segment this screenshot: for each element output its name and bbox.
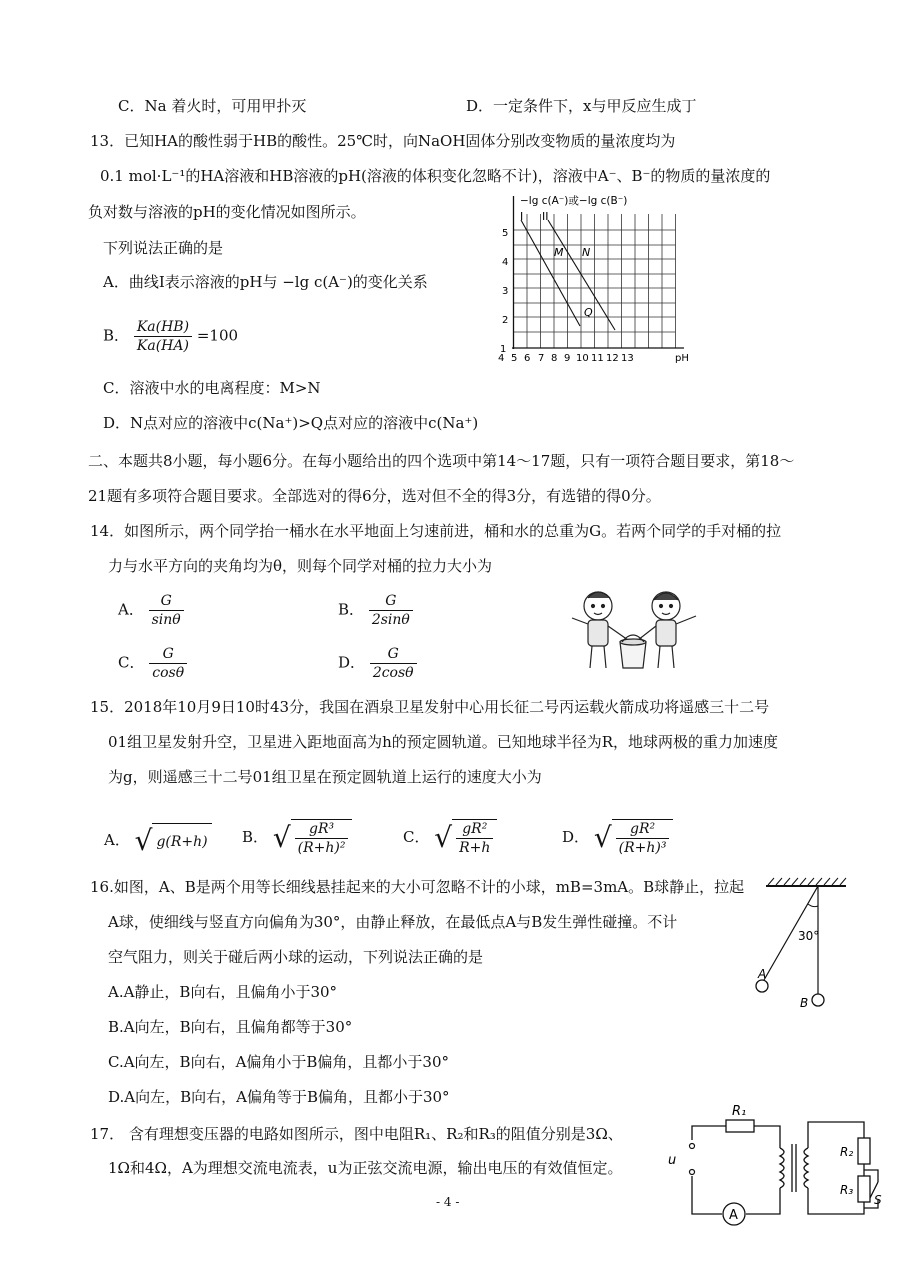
q15-b-label: B． (242, 828, 269, 846)
ytick-2: 2 (502, 315, 509, 326)
q14-a-denominator: sinθ (151, 612, 181, 628)
xtick-12: 12 (606, 353, 619, 364)
q16-ceiling-hatching (768, 878, 846, 885)
ytick-5: 5 (502, 228, 509, 239)
q15-b-denominator: (R+h)² (297, 840, 346, 856)
q15-option-a (104, 822, 212, 858)
q15-d-numerator: gR² (616, 820, 670, 839)
q15-c-label: C． (403, 828, 430, 846)
xtick-13: 13 (621, 353, 634, 364)
q17-switch-label: S (874, 1193, 882, 1207)
q14-b-numerator: G (369, 592, 413, 611)
q13-point-n: N (582, 246, 591, 259)
q16-ball-b (812, 994, 824, 1006)
q14-option-a (118, 592, 184, 629)
q13-chart-grid (514, 214, 676, 348)
q17-wire-bottom-left (692, 1176, 722, 1214)
q17-wire-bottom-right (746, 1188, 780, 1214)
q14-option-d (338, 645, 417, 682)
q13-curve-1 (521, 220, 580, 326)
q14-stem-line1: 14．如图所示，两个同学抬一桶水在水平地面上匀速前进，桶和水的总重为G。若两个同学的手对桶的拉 (90, 522, 782, 540)
q13-option-a: A．曲线Ⅰ表示溶液的pH与 −lg c(A⁻)的变化关系 (103, 273, 428, 291)
q13-stem-line1: 13．已知HA的酸性弱于HB的酸性。25℃时，向NaOH固体分别改变物质的量浓度均为 (90, 132, 676, 150)
xtick-7: 7 (538, 353, 545, 364)
q13-curve-1-label: I (520, 210, 524, 223)
page-number: - 4 - (436, 1195, 460, 1209)
q13-curve-2 (548, 220, 615, 330)
q17-wire-top-right (754, 1126, 780, 1148)
q14-b-label: B． (338, 600, 365, 619)
q13-chart-xlabel: pH (675, 353, 689, 364)
q12-option-d: D．一定条件下，x与甲反应生成丁 (466, 97, 697, 115)
q12-option-c: C．Na 着火时，可用甲扑灭 (118, 97, 307, 115)
q17-resistor-r3 (858, 1176, 870, 1202)
xtick-9: 9 (564, 353, 571, 364)
q17-source-label: u (668, 1153, 677, 1168)
q13-b-denominator: Ka(HA) (136, 338, 189, 354)
q15-c-radical-icon: √ (434, 821, 453, 854)
xtick-6: 6 (524, 353, 531, 364)
q15-a-label: A． (104, 831, 130, 849)
q13-chart (494, 190, 700, 370)
q17-stem-line2: 1Ω和4Ω，A为理想交流电流表，u为正弦交流电源，输出电压的有效值恒定。 (108, 1159, 623, 1177)
q14-d-label: D． (338, 653, 366, 672)
q13-option-b-label: B． (103, 326, 130, 345)
q15-a-radical-icon: √ (134, 824, 153, 857)
q13-chart-ylabel: −lg c(A⁻)或−lg c(B⁻) (520, 195, 628, 207)
q13-b-rhs: =100 (196, 326, 239, 345)
q13-point-m: M (554, 246, 564, 259)
q15-option-c (403, 812, 497, 862)
q15-c-denominator: R+h (459, 840, 491, 856)
q17-primary-coil (780, 1148, 784, 1188)
q15-a-radicand: g(R+h) (152, 823, 211, 860)
q17-secondary-wire-top (808, 1122, 864, 1148)
q17-r2-label: R₂ (840, 1145, 854, 1159)
q17-secondary-coil (804, 1148, 808, 1188)
q13-curve-2-label: II (542, 210, 549, 223)
q15-stem-line3: 为g，则遥感三十二号01组卫星在预定圆轨道上运行的速度大小为 (108, 768, 542, 786)
q17-resistor-r2 (858, 1138, 870, 1164)
q15-d-label: D． (562, 828, 590, 846)
q17-ammeter-label: A (729, 1208, 738, 1223)
q16-pendulum-figure (750, 874, 855, 1014)
q16-ball-a (756, 980, 768, 992)
section2-intro-line2: 21题有多项符合题目要求。全部选对的得6分，选对但不全的得3分，有选错的得0分。 (88, 487, 661, 505)
q17-secondary-wire-bottom (808, 1188, 864, 1214)
ytick-3: 3 (502, 286, 509, 297)
q13-option-d: D．N点对应的溶液中c(Na⁺)>Q点对应的溶液中c(Na⁺) (103, 414, 479, 432)
xtick-4: 4 (498, 353, 505, 364)
q17-resistor-r1 (726, 1120, 754, 1132)
q17-transformer-circuit (664, 1102, 886, 1232)
q17-stem-line1: 17． 含有理想变压器的电路如图所示，图中电阻R₁、R₂和R₃的阻值分别是3Ω、 (90, 1125, 623, 1143)
q13-option-b-fraction (134, 318, 192, 355)
xtick-11: 11 (591, 353, 604, 364)
q13-option-b (103, 318, 238, 355)
q14-a-label: A． (118, 600, 144, 619)
q16-ball-a-label: A (758, 967, 767, 981)
q14-c-denominator: cosθ (152, 665, 185, 681)
q15-b-radical-icon: √ (272, 821, 291, 854)
q14-carrying-bucket-illustration (566, 588, 704, 674)
q16-stem-line1: 16.如图，A、B是两个用等长细线悬挂起来的大小可忽略不计的小球，mB=3mA。B球静止，拉起 (90, 878, 745, 896)
q13-point-q: Q (584, 306, 593, 319)
q17-source-terminal-bottom (690, 1170, 695, 1175)
q15-d-radical-icon: √ (593, 821, 612, 854)
q17-source-terminal-top (690, 1144, 695, 1149)
xtick-8: 8 (551, 353, 558, 364)
xtick-5: 5 (511, 353, 518, 364)
q14-b-denominator: 2sinθ (371, 612, 410, 628)
ytick-1: 1 (500, 344, 507, 355)
q17-r1-label: R₁ (732, 1104, 747, 1119)
q15-b-numerator: gR³ (295, 820, 349, 839)
q15-stem-line2: 01组卫星发射升空，卫星进入距地面高为h的预定圆轨道。已知地球半径为R，地球两极的重力加速度 (108, 733, 779, 751)
q14-c-numerator: G (149, 645, 187, 664)
ytick-4: 4 (502, 257, 509, 268)
q16-ball-b-label: B (800, 996, 809, 1010)
q16-angle-label: 30° (798, 929, 820, 943)
q15-c-numerator: gR² (456, 820, 493, 839)
q13-stem-line2: 0.1 mol·L⁻¹的HA溶液和HB溶液的pH(溶液的体积变化忽略不计)，溶液中A⁻、B⁻的物质的量浓度的 (100, 167, 771, 185)
q15-option-d (562, 812, 673, 862)
q15-option-b (242, 812, 352, 862)
q13-b-numerator: Ka(HB) (134, 318, 192, 337)
q15-stem-line1: 15．2018年10月9日10时43分，我国在酒泉卫星发射中心用长征二号丙运载火箭成功将遥感三十二号 (90, 698, 770, 716)
q17-wire-top-left (692, 1126, 726, 1140)
q14-option-c (118, 645, 187, 682)
q14-option-b (338, 592, 413, 629)
q14-a-numerator: G (149, 592, 184, 611)
q17-r3-label: R₃ (840, 1183, 854, 1197)
q13-stem-line3: 负对数与溶液的pH的变化情况如图所示。 (88, 203, 366, 221)
q16-option-a: A.A静止，B向右，且偏角小于30° (108, 983, 338, 1001)
q13-chart-xticks (498, 353, 634, 364)
q14-stem-line2: 力与水平方向的夹角均为θ，则每个同学对桶的拉力大小为 (108, 557, 493, 575)
q16-angle-arc (808, 904, 818, 907)
q13-question: 下列说法正确的是 (103, 239, 224, 257)
q16-stem-line2: A球，使细线与竖直方向偏角为30°，由静止释放，在最低点A与B发生弹性碰撞。不计 (108, 913, 678, 931)
q14-d-denominator: 2cosθ (372, 665, 414, 681)
q14-c-label: C． (118, 653, 145, 672)
q13-chart-yticks (500, 228, 508, 355)
q15-d-denominator: (R+h)³ (618, 840, 667, 856)
xtick-10: 10 (576, 353, 589, 364)
q16-option-d: D.A向左，B向右，A偏角等于B偏角，且都小于30° (108, 1088, 450, 1106)
q13-option-c: C．溶液中水的电离程度：M>N (103, 379, 321, 397)
q16-option-b: B.A向左，B向右，且偏角都等于30° (108, 1018, 353, 1036)
q16-option-c: C.A向左，B向右，A偏角小于B偏角，且都小于30° (108, 1053, 450, 1071)
q14-d-numerator: G (370, 645, 417, 664)
q16-stem-line3: 空气阻力，则关于碰后两小球的运动，下列说法正确的是 (108, 948, 484, 966)
section2-intro-line1: 二、本题共8小题，每小题6分。在每小题给出的四个选项中第14～17题，只有一项符合题目要求，第18～ (88, 452, 795, 470)
